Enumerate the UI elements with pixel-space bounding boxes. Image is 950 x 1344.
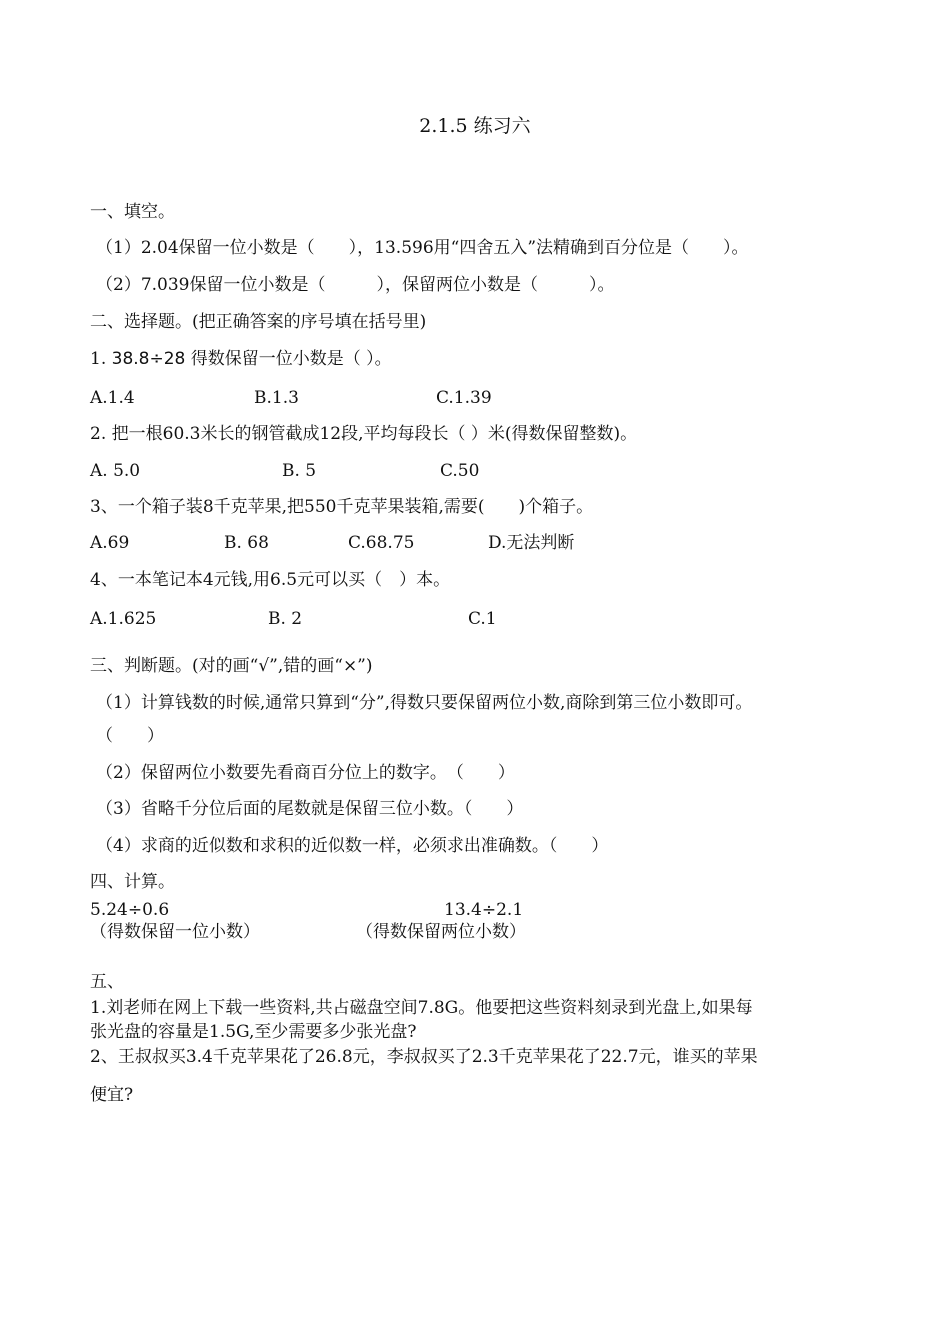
section-heading-choice: 二、选择题。(把正确答案的序号填在括号里) xyxy=(90,312,427,332)
q3-option-c: C.68.75 xyxy=(348,533,415,553)
q3-option-a: A.69 xyxy=(90,533,130,553)
q1-option-c: C.1.39 xyxy=(436,388,492,408)
word-problem-2-line-1: 2、王叔叔买3.4千克苹果花了26.8元，李叔叔买了2.3千克苹果花了22.7元，谁买的苹果 xyxy=(90,1047,758,1067)
calc-expression-1: 5.24÷0.6 xyxy=(90,900,170,920)
choice-question-4: 4、一本笔记本4元钱,用6.5元可以买（ ）本。 xyxy=(90,570,451,590)
choice-question-3: 3、一个箱子装8千克苹果,把550千克苹果装箱,需要( )个箱子。 xyxy=(90,497,594,517)
q3-option-d: D.无法判断 xyxy=(488,533,575,553)
fill-blank-item-2: （2）7.039保留一位小数是（ ），保留两位小数是（ ）。 xyxy=(96,275,615,295)
q3-option-b: B. 68 xyxy=(224,533,269,553)
section-heading-word-problems: 五、 xyxy=(90,972,124,992)
q2-option-c: C.50 xyxy=(440,461,480,481)
true-false-item-3: （3）省略千分位后面的尾数就是保留三位小数。（ ） xyxy=(96,799,524,819)
true-false-item-1: （1）计算钱数的时候,通常只算到“分”,得数只要保留两位小数,商除到第三位小数即可。 xyxy=(96,693,753,713)
q1-option-b: B.1.3 xyxy=(254,388,299,408)
calc-note-1: （得数保留一位小数） xyxy=(90,922,260,942)
q4-option-b: B. 2 xyxy=(268,609,303,629)
word-problem-1-line-2: 张光盘的容量是1.5G,至少需要多少张光盘? xyxy=(90,1022,417,1042)
true-false-item-2: （2）保留两位小数要先看商百分位上的数字。 （ ） xyxy=(96,763,515,783)
calc-expression-2: 13.4÷2.1 xyxy=(444,900,524,920)
q2-option-a: A. 5.0 xyxy=(90,461,141,481)
true-false-item-4: （4）求商的近似数和求积的近似数一样，必须求出准确数。（ ） xyxy=(96,836,609,856)
q4-option-c: C.1 xyxy=(468,609,497,629)
word-problem-1-line-1: 1.刘老师在网上下载一些资料,共占磁盘空间7.8G。他要把这些资料刻录到光盘上,如果每 xyxy=(90,998,753,1018)
page-title: 2.1.5 练习六 xyxy=(419,115,531,137)
calc-note-2: （得数保留两位小数） xyxy=(356,922,526,942)
question-text: 得数保留一位小数是（ ）。 xyxy=(190,349,392,369)
section-heading-fill-blank: 一、填空。 xyxy=(90,202,175,222)
question-expression: 38.8÷28 xyxy=(111,349,186,369)
choice-question-1 xyxy=(90,348,392,370)
fill-blank-item-1: （1）2.04保留一位小数是（ ），13.596用“四舍五入”法精确到百分位是（ ）。 xyxy=(96,238,749,258)
choice-question-2: 2. 把一根60.3米长的钢管截成12段,平均每段长（ ）米(得数保留整数)。 xyxy=(90,424,638,444)
question-number: 1. xyxy=(90,349,107,369)
true-false-item-1-bracket: （ ） xyxy=(96,726,164,746)
section-heading-calculation: 四、计算。 xyxy=(90,872,175,892)
q4-option-a: A.1.625 xyxy=(90,609,157,629)
q1-option-a: A.1.4 xyxy=(90,388,135,408)
section-heading-true-false: 三、判断题。(对的画“√”,错的画“×”) xyxy=(90,656,373,676)
q2-option-b: B. 5 xyxy=(282,461,317,481)
word-problem-2-line-2: 便宜? xyxy=(90,1085,134,1105)
